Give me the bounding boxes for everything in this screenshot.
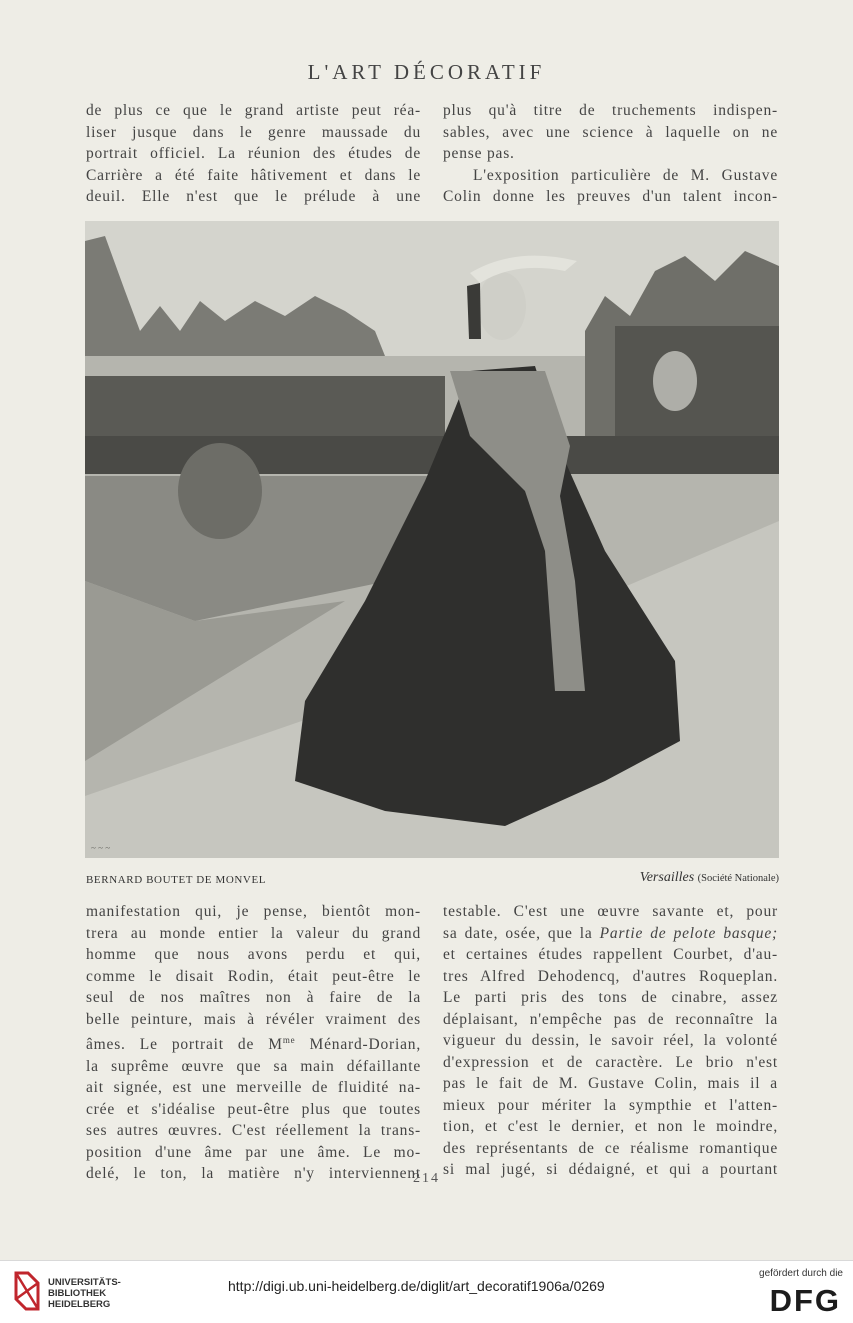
painting-signature: ~ ~ ~ <box>91 843 111 853</box>
running-head: L'ART DÉCORATIF <box>307 60 546 84</box>
text-line: d'expression et de caractère. Le brio n'est <box>443 1053 778 1071</box>
text-line: et certaines études rappellent Courbet, d'au- <box>443 946 778 963</box>
text-line: de plus ce que le grand artiste peut réa- <box>86 102 421 119</box>
text-column-bottom-left <box>86 901 421 1185</box>
text-line: testable. C'est une œuvre savante et, pour <box>443 903 778 920</box>
plate-venue: (Société Nationale) <box>697 873 779 884</box>
university-line: HEIDELBERG <box>48 1299 111 1310</box>
text-line: si mal jugé, si dédaigné, et qui a pourtant <box>443 1161 778 1178</box>
text-line: portrait officiel. La réunion des études de <box>86 145 421 162</box>
text-line: des représentants de ce réalisme romantique <box>443 1139 778 1157</box>
text-line: vigueur du dessin, le savoir réel, la volonté <box>443 1032 778 1049</box>
text-line: déplaisant, n'empêche pas de reconnaître la <box>443 1010 778 1028</box>
plate-caption-title <box>640 870 779 886</box>
university-line: BIBLIOTHEK <box>48 1288 107 1299</box>
text-column-top-right <box>443 100 778 208</box>
university-library-name <box>48 1277 121 1310</box>
text-line: âmes. Le portrait de $M^{me}$ Ménard-Dorian, <box>86 1035 421 1054</box>
painting-hedge-right <box>615 326 779 451</box>
text-line: ait signée, est une merveille de fluidité na- <box>86 1079 421 1097</box>
permalink-link[interactable]: http://digi.ub.uni-heidelberg.de/diglit/art_decoratif1906a/0269 <box>228 1278 605 1294</box>
viewer-footer <box>0 1260 853 1323</box>
text-line: deuil. Elle n'est que le prélude à une <box>86 188 421 205</box>
painting-hair <box>467 283 481 339</box>
text-line: Le parti pris des tons de cinabre, assez <box>443 989 778 1006</box>
text-line: seul de nos maîtres non à faire de la <box>86 989 421 1006</box>
university-line: UNIVERSITÄTS- <box>48 1277 121 1288</box>
text-line: Carrière a été faite hâtivement et dans le <box>86 166 421 184</box>
text-line: trera au monde entier la valeur du grand <box>86 924 421 942</box>
text-line: manifestation qui, je pense, bientôt mon- <box>86 903 421 920</box>
funding-caption: gefördert durch die <box>759 1268 843 1279</box>
text-line: la suprême œuvre que sa main défaillante <box>86 1057 421 1075</box>
text-line: sables, avec une science à laquelle on ne <box>443 123 778 141</box>
painting-face <box>478 272 526 340</box>
text-column-bottom-right <box>443 901 778 1181</box>
painting-plate <box>85 221 779 858</box>
text-line: position d'une âme par une âme. Le mo- <box>86 1143 421 1161</box>
text-line: pas le fait de M. Gustave Colin, mais il a <box>443 1075 778 1092</box>
painting-urn <box>653 351 697 411</box>
text-line: comme le disait Rodin, était peut-être le <box>86 967 421 985</box>
text-line: belle peinture, mais à révéler vraiment des <box>86 1010 421 1028</box>
text-line: pense pas. <box>443 145 515 162</box>
text-line: mieux pour mériter la sympthie et l'atten- <box>443 1096 778 1114</box>
university-library-logo-icon <box>12 1269 42 1313</box>
text-line: liser jusque dans le genre maussade du <box>86 123 421 141</box>
text-line: homme que nous avons perdu et qui, <box>86 946 421 963</box>
text-line: tres Alfred Dehodencq, d'autres Roqueplan. <box>443 967 778 985</box>
text-line: sa date, osée, que la Partie de pelote basque; <box>443 924 778 942</box>
painting-hedge-left <box>85 376 445 436</box>
text-line: Colin donne les preuves d'un talent incon- <box>443 188 778 205</box>
text-column-top-left <box>86 100 421 208</box>
painting-image <box>85 221 779 858</box>
page-number: 214 <box>413 1171 440 1186</box>
text-line: plus qu'à titre de truchements indispen- <box>443 102 778 119</box>
dfg-logo: DFG <box>769 1283 841 1318</box>
text-line: L'exposition particulière de M. Gustave <box>473 166 778 184</box>
text-line: crée et s'idéalise peut-être plus que toutes <box>86 1100 421 1118</box>
painting-shrub <box>178 443 262 539</box>
text-line: ses autres œuvres. C'est réellement la trans- <box>86 1122 421 1140</box>
plate-caption-artist: BERNARD BOUTET DE MONVEL <box>86 874 267 886</box>
text-line: tion, et c'est le dernier, et non le moindre, <box>443 1118 778 1135</box>
plate-title: Versailles <box>639 870 695 885</box>
text-line: delé, le ton, la matière n'y interviennent <box>86 1165 421 1183</box>
